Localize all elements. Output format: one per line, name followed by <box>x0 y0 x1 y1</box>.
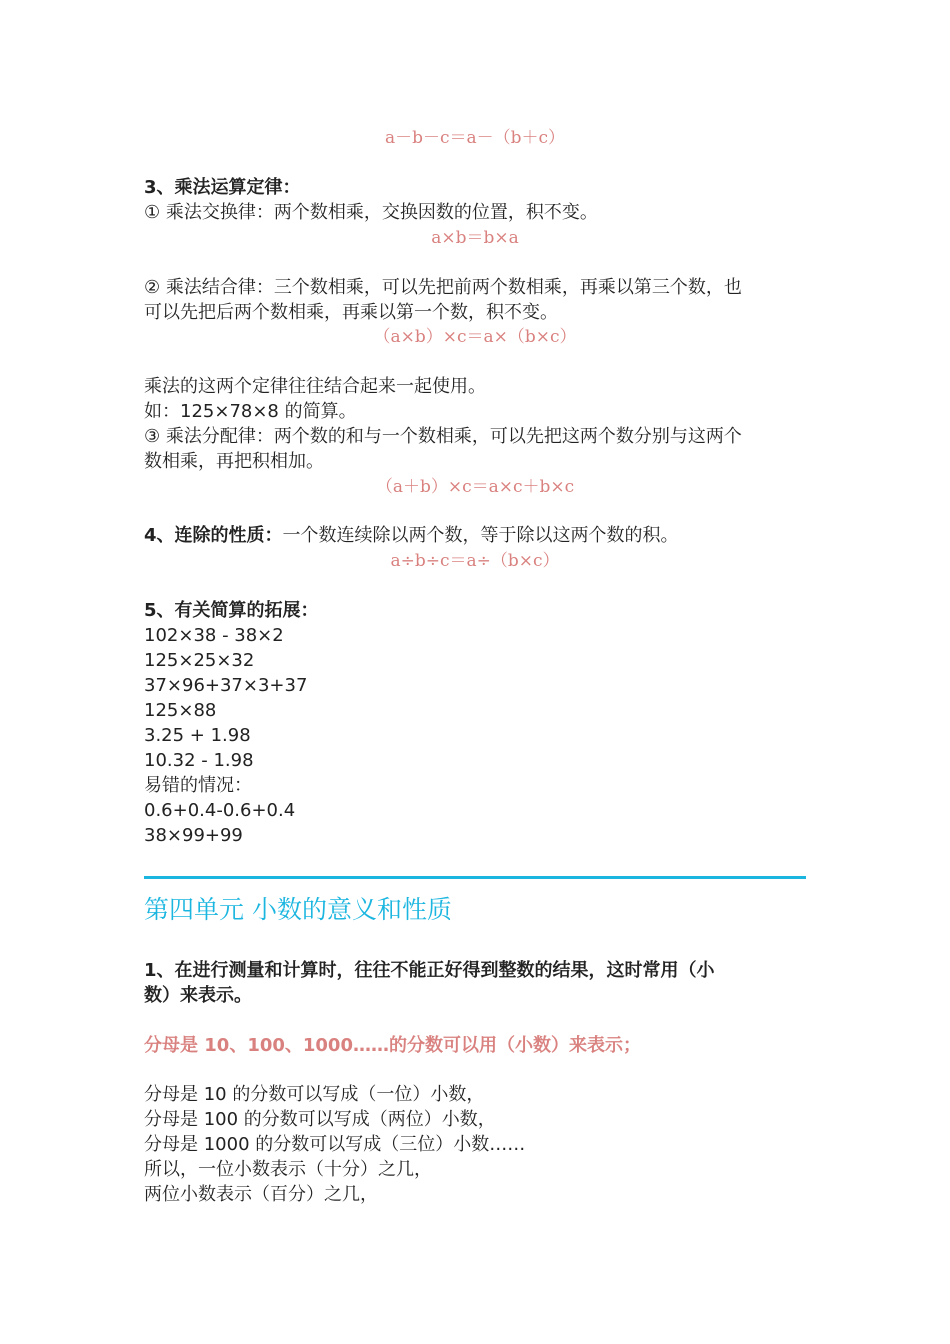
law-associative-line1: ② 乘法结合律：三个数相乘，可以先把前两个数相乘，再乘以第三个数，也 <box>144 277 742 298</box>
error-item: 0.6+0.4-0.6+0.4 <box>144 800 296 821</box>
unit4-p1-line1: 1、在进行测量和计算时，往往不能正好得到整数的结果，这时常用（小 <box>144 960 715 981</box>
law-note: 乘法的这两个定律往往结合起来一起使用。 <box>144 376 486 397</box>
section3-heading: 3、乘法运算定律： <box>144 177 301 198</box>
unit4-line: 分母是 1000 的分数可以写成（三位）小数…… <box>144 1134 526 1155</box>
formula-division: a÷b÷c＝a÷（b×c） <box>390 551 560 571</box>
section4-text: 一个数连续除以两个数，等于除以这两个数的积。 <box>282 525 679 546</box>
list-item: 3.25 + 1.98 <box>144 725 251 746</box>
error-item: 38×99+99 <box>144 825 243 846</box>
list-item: 37×96+37×3+37 <box>144 675 308 696</box>
law-commutative: ① 乘法交换律：两个数相乘，交换因数的位置，积不变。 <box>144 202 598 223</box>
section-divider <box>144 876 806 879</box>
error-label: 易错的情况： <box>144 775 252 796</box>
section4-line <box>144 523 679 548</box>
list-item: 125×88 <box>144 700 217 721</box>
formula-distributive: （a＋b）×c＝a×c＋b×c <box>375 477 575 497</box>
list-item: 102×38 - 38×2 <box>144 625 284 646</box>
list-item: 125×25×32 <box>144 650 255 671</box>
formula-associative: （a×b）×c＝a×（b×c） <box>373 327 577 347</box>
unit-title: 第四单元 小数的意义和性质 <box>144 895 452 924</box>
law-example: 如：125×78×8 的简算。 <box>144 401 357 422</box>
unit4-p1-line2: 数）来表示。 <box>144 985 252 1006</box>
law-distributive-line2: 数相乘，再把积相加。 <box>144 451 324 472</box>
unit4-line: 分母是 10 的分数可以写成（一位）小数， <box>144 1084 485 1105</box>
law-distributive-line1: ③ 乘法分配律：两个数的和与一个数相乘，可以先把这两个数分别与这两个 <box>144 426 742 447</box>
unit4-line: 两位小数表示（百分）之几， <box>144 1184 378 1205</box>
law-associative-line2: 可以先把后两个数相乘，再乘以第一个数，积不变。 <box>144 302 558 323</box>
unit4-highlight: 分母是 10、100、1000……的分数可以用（小数）来表示； <box>144 1035 641 1056</box>
unit4-line: 分母是 100 的分数可以写成（两位）小数， <box>144 1109 496 1130</box>
section5-heading: 5、有关简算的拓展： <box>144 600 319 621</box>
list-item: 10.32 - 1.98 <box>144 750 254 771</box>
formula-commutative: a×b＝b×a <box>431 228 519 248</box>
section4-heading: 4、连除的性质： <box>144 525 283 546</box>
formula-subtraction: a－b－c＝a－（b＋c） <box>384 128 566 148</box>
unit4-line: 所以，一位小数表示（十分）之几， <box>144 1159 432 1180</box>
